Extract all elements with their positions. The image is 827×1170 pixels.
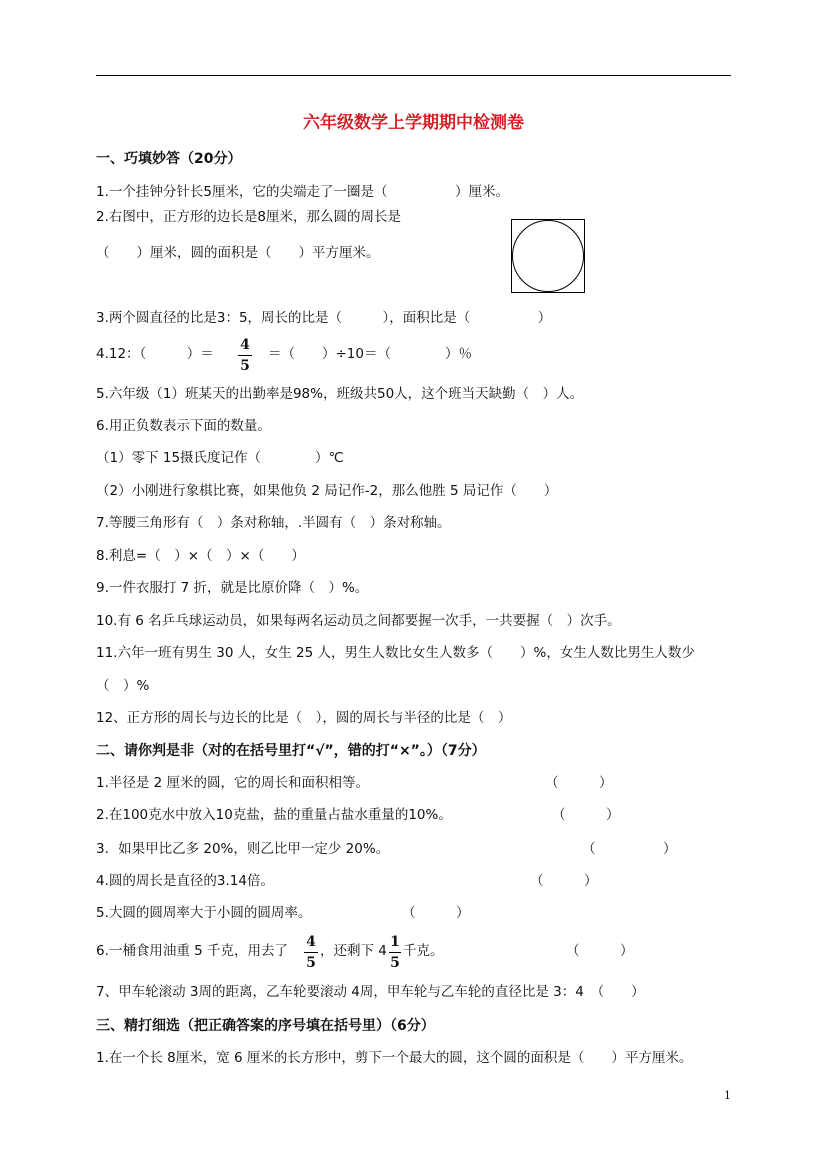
fraction-denominator: 5 [306,955,316,971]
judge-item-2: 2.在100克水中放入10克盐，盐的重量占盐水重量的10%。 [96,807,452,823]
judge-item-4: 4.圆的周长是直径的3.14倍。 [96,873,274,889]
section-2-heading: 二、请你判是非（对的在括号里打“√”，错的打“×”。）（7分） [96,743,486,759]
question-1-9: 9.一件衣服打 7 折，就是比原价降（ ）%。 [96,580,369,596]
question-1-6: 6.用正负数表示下面的数量。 [96,418,271,434]
judge-item-6-part1: 6.一桶食用油重 5 千克，用去了 [96,943,289,959]
fraction-numerator: 1 [390,934,400,950]
judge-item-6-part2: ，还剩下 4 [320,943,387,959]
square-with-circle-figure [511,219,585,293]
judge-item-7: 7、甲车轮滚动 3周的距离，乙车轮要滚动 4周，甲车轮与乙车轮的直径比是 3：4 （ ） [96,984,645,1000]
question-1-2-line1: 2.右图中，正方形的边长是8厘米，那么圆的周长是 [96,209,401,225]
judge-item-4-paren: （ ） [530,873,598,889]
question-1-5: 5.六年级（1）班某天的出勤率是98%，班级共50人，这个班当天缺勤（ ）人。 [96,386,584,402]
question-1-2-line2: （ ）厘米，圆的面积是（ ）平方厘米。 [96,245,380,261]
question-1-7: 7.等腰三角形有（ ）条对称轴，.半圆有（ ）条对称轴。 [96,515,451,531]
question-1-12: 12、正方形的周长与边长的比是（ ），圆的周长与半径的比是（ ） [96,710,512,726]
fraction-bar [304,952,318,953]
section-1-heading: 一、巧填妙答（20分） [96,151,242,167]
question-1-1: 1.一个挂钟分针长5厘米，它的尖端走了一圈是（ ）厘米。 [96,184,509,200]
judge-item-2-paren: （ ） [552,807,620,823]
question-1-6-1: （1）零下 15摄氏度记作（ ）℃ [96,450,344,466]
judge-item-3: 3．如果甲比乙多 20%，则乙比甲一定少 20%。 [96,841,390,857]
judge-item-1: 1.半径是 2 厘米的圆，它的周长和面积相等。 [96,775,370,791]
question-1-11-line2: （ ）% [96,678,150,694]
question-1-4-part2: ＝（ ）÷10＝（ ）％ [268,346,472,362]
section-3-heading: 三、精打细选（把正确答案的序号填在括号里）（6分） [96,1018,435,1034]
question-1-11-line1: 11.六年一班有男生 30 人，女生 25 人，男生人数比女生人数多（ ）%，女生人数比男生人数少 [96,645,695,661]
inscribed-circle [512,220,584,292]
judge-item-5: 5.大圆的圆周率大于小圆的圆周率。 [96,905,312,921]
judge-item-5-paren: （ ） [402,905,470,921]
page-number: 1 [724,1089,731,1102]
fraction-bar [238,355,252,356]
judge-item-3-paren: （ ） [582,841,677,857]
judge-item-6-fraction-2 [389,935,401,970]
judge-item-6-part3: 千克。 [403,943,444,959]
question-1-10: 10.有 6 名乒乓球运动员，如果每两名运动员之间都要握一次手，一共要握（ ）次手。 [96,613,621,629]
question-3-1: 1.在一个长 8厘米，宽 6 厘米的长方形中，剪下一个最大的圆，这个圆的面积是（ ）平方厘米。 [96,1050,693,1066]
judge-item-6-fraction-1 [304,935,318,970]
question-1-8: 8.利息=（ ）×（ ）×（ ） [96,548,305,564]
fraction-bar [389,952,401,953]
question-1-3: 3.两个圆直径的比是3：5，周长的比是（ ），面积比是（ ） [96,310,552,326]
fraction-numerator: 4 [306,934,316,950]
fraction-numerator: 4 [240,337,250,353]
judge-item-6-paren: （ ） [566,943,634,959]
question-1-4-fraction [238,338,252,373]
fraction-denominator: 5 [390,955,400,971]
question-1-4-part1: 4.12：（ ）＝ [96,346,214,362]
judge-item-1-paren: （ ） [545,775,613,791]
fraction-denominator: 5 [240,358,250,374]
page-title: 六年级数学上学期期中检测卷 [303,113,524,133]
header-rule [96,75,731,76]
question-1-6-2: （2）小刚进行象棋比赛，如果他负 2 局记作-2，那么他胜 5 局记作（ ） [96,483,558,499]
